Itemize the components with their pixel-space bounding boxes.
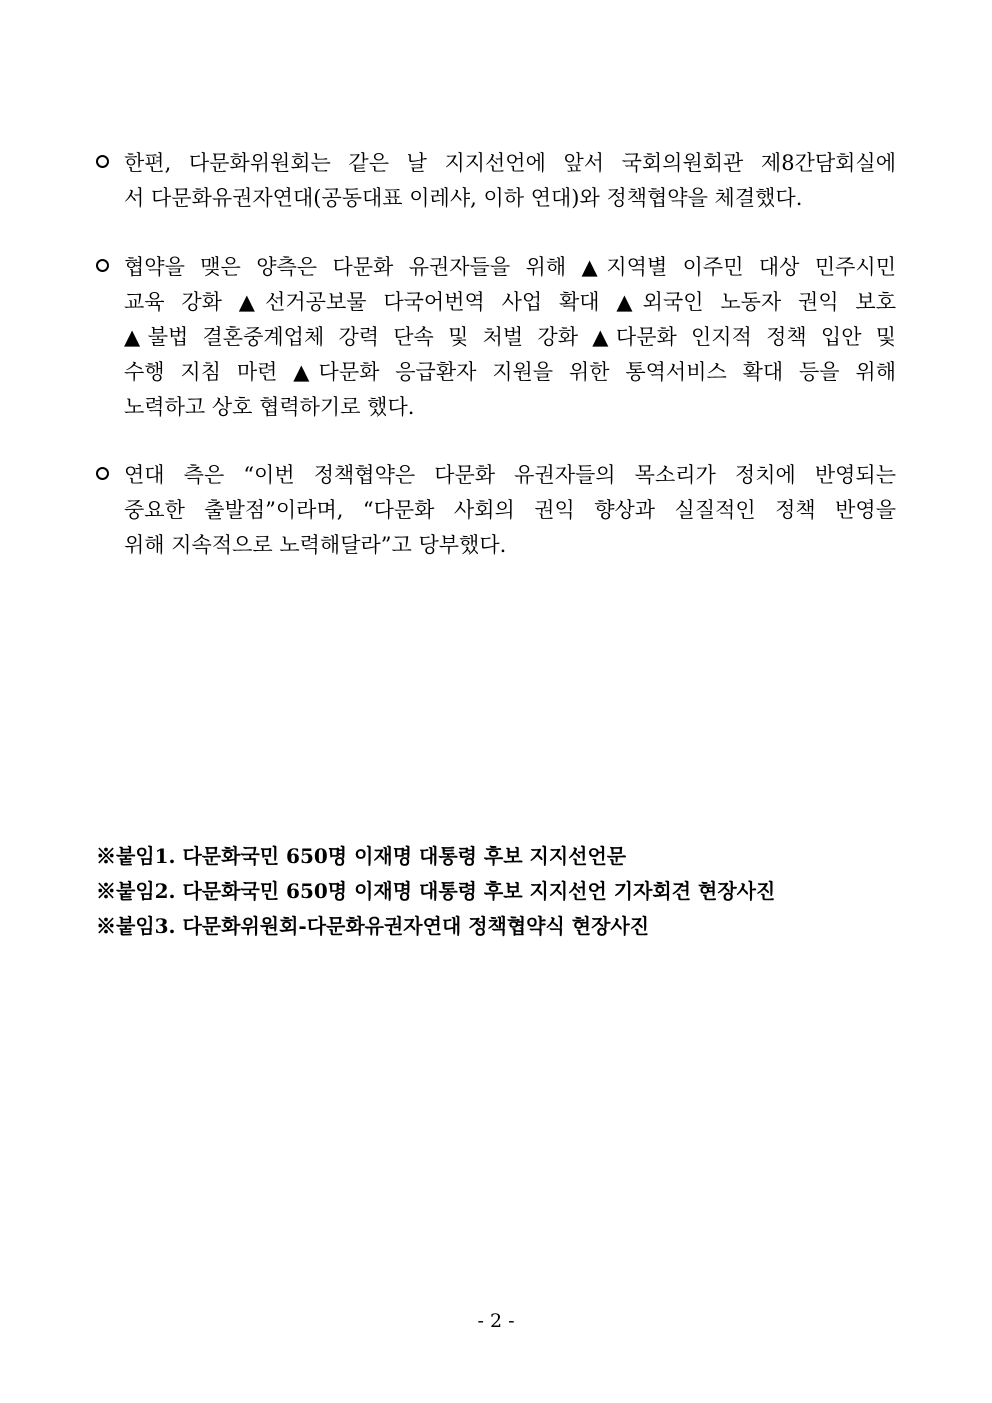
paragraph-line: 위해 지속적으로 노력해달라”고 당부했다. [124, 533, 507, 557]
circle-bullet-icon [96, 259, 109, 272]
paragraph-line: 협약을 맺은 양측은 다문화 유권자들을 위해 ▲지역별 이주민 대상 민주시민 [124, 255, 896, 279]
attachment-1: ※붙임1. 다문화국민 650명 이재명 대통령 후보 지지선언문 [96, 844, 627, 868]
paragraph-line: 중요한 출발점”이라며, “다문화 사회의 권익 향상과 실질적인 정책 반영을 [124, 498, 896, 522]
attachment-2: ※붙임2. 다문화국민 650명 이재명 대통령 후보 지지선언 기자회견 현장사진 [96, 879, 776, 903]
circle-bullet-icon [96, 467, 109, 480]
paragraph-line: 수행 지침 마련 ▲다문화 응급환자 지원을 위한 통역서비스 확대 등을 위해 [124, 360, 896, 384]
paragraph-line: 교육 강화 ▲선거공보물 다국어번역 사업 확대 ▲외국인 노동자 권익 보호 [124, 290, 896, 314]
paragraph-line: 노력하고 상호 협력하기로 했다. [124, 395, 415, 419]
paragraph-line: 한편, 다문화위원회는 같은 날 지지선언에 앞서 국회의원회관 제8간담회실에 [124, 151, 896, 175]
paragraph-line: 연대 측은 “이번 정책협약은 다문화 유권자들의 목소리가 정치에 반영되는 [124, 463, 896, 487]
circle-bullet-icon [96, 155, 109, 168]
page-number: - 2 - [477, 1310, 515, 1332]
paragraph-line: ▲불법 결혼중계업체 강력 단속 및 처벌 강화 ▲다문화 인지적 정책 입안 및 [124, 325, 896, 349]
paragraph-line: 서 다문화유권자연대(공동대표 이레샤, 이하 연대)와 정책협약을 체결했다. [124, 186, 803, 210]
attachment-3: ※붙임3. 다문화위원회-다문화유권자연대 정책협약식 현장사진 [96, 914, 650, 938]
